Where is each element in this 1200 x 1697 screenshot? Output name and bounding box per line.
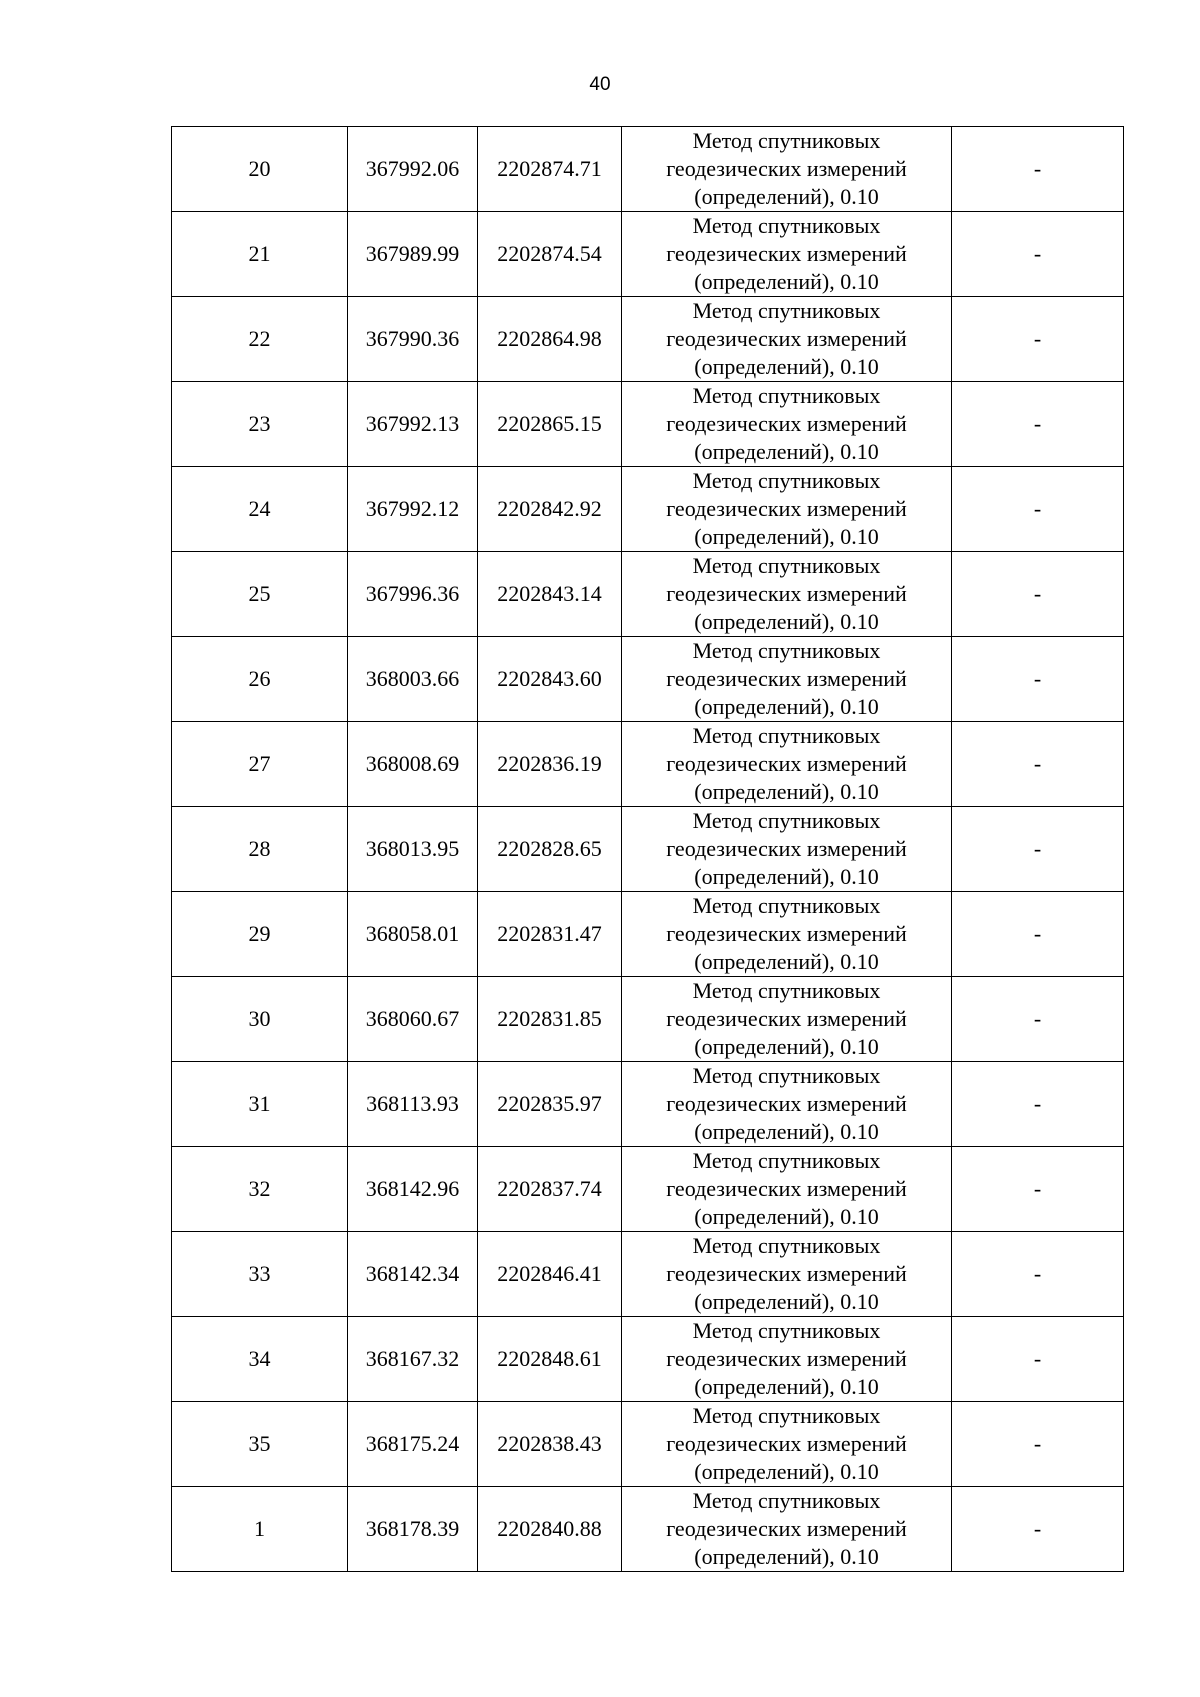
- method-text-line: (определений), 0.10: [694, 354, 879, 379]
- method-text-line: (определений), 0.10: [694, 1119, 879, 1144]
- method-text-line: геодезических измерений: [666, 1431, 907, 1456]
- x-coordinate-cell: 368142.34: [348, 1232, 478, 1317]
- method-cell: [622, 212, 952, 297]
- method-text-line: (определений), 0.10: [694, 1034, 879, 1059]
- point-number-cell: 30: [172, 977, 348, 1062]
- y-coordinate-cell: 2202828.65: [478, 807, 622, 892]
- x-coordinate-cell: 368013.95: [348, 807, 478, 892]
- x-coordinate-cell: 368113.93: [348, 1062, 478, 1147]
- method-text-line: (определений), 0.10: [694, 1459, 879, 1484]
- method-cell: [622, 1402, 952, 1487]
- method-text-line: (определений), 0.10: [694, 694, 879, 719]
- y-coordinate-cell: 2202835.97: [478, 1062, 622, 1147]
- x-coordinate-cell: 367992.06: [348, 127, 478, 212]
- table-row: [172, 1147, 1124, 1232]
- point-number-cell: 26: [172, 637, 348, 722]
- point-number-cell: 20: [172, 127, 348, 212]
- x-coordinate-cell: 368003.66: [348, 637, 478, 722]
- method-text-line: Метод спутниковых: [692, 808, 881, 833]
- method-text-line: (определений), 0.10: [694, 949, 879, 974]
- point-number-cell: 31: [172, 1062, 348, 1147]
- method-text-line: Метод спутниковых: [692, 468, 881, 493]
- table-row: [172, 1487, 1124, 1572]
- method-text-line: Метод спутниковых: [692, 893, 881, 918]
- note-cell: -: [952, 1147, 1124, 1232]
- method-text-line: геодезических измерений: [666, 1346, 907, 1371]
- note-cell: -: [952, 1317, 1124, 1402]
- table-row: [172, 637, 1124, 722]
- method-cell: [622, 977, 952, 1062]
- x-coordinate-cell: 368058.01: [348, 892, 478, 977]
- y-coordinate-cell: 2202843.60: [478, 637, 622, 722]
- y-coordinate-cell: 2202831.85: [478, 977, 622, 1062]
- method-text-line: (определений), 0.10: [694, 779, 879, 804]
- method-cell: [622, 892, 952, 977]
- table-row: [172, 1062, 1124, 1147]
- y-coordinate-cell: 2202848.61: [478, 1317, 622, 1402]
- method-text-line: геодезических измерений: [666, 581, 907, 606]
- x-coordinate-cell: 368060.67: [348, 977, 478, 1062]
- method-text-line: (определений), 0.10: [694, 1289, 879, 1314]
- method-cell: [622, 467, 952, 552]
- method-text-line: геодезических измерений: [666, 496, 907, 521]
- method-text-line: Метод спутниковых: [692, 1488, 881, 1513]
- note-cell: -: [952, 1402, 1124, 1487]
- table-row: [172, 1317, 1124, 1402]
- point-number-cell: 25: [172, 552, 348, 637]
- method-text-line: (определений), 0.10: [694, 524, 879, 549]
- method-cell: [622, 297, 952, 382]
- table-row: [172, 212, 1124, 297]
- point-number-cell: 29: [172, 892, 348, 977]
- method-text-line: (определений), 0.10: [694, 1374, 879, 1399]
- coordinates-table-body: [172, 127, 1124, 1572]
- note-cell: -: [952, 892, 1124, 977]
- method-cell: [622, 382, 952, 467]
- method-text-line: Метод спутниковых: [692, 298, 881, 323]
- method-text-line: геодезических измерений: [666, 411, 907, 436]
- table-row: [172, 297, 1124, 382]
- point-number-cell: 22: [172, 297, 348, 382]
- method-text-line: (определений), 0.10: [694, 864, 879, 889]
- method-text-line: Метод спутниковых: [692, 1233, 881, 1258]
- method-cell: [622, 722, 952, 807]
- method-cell: [622, 807, 952, 892]
- method-text-line: (определений), 0.10: [694, 184, 879, 209]
- note-cell: -: [952, 467, 1124, 552]
- y-coordinate-cell: 2202840.88: [478, 1487, 622, 1572]
- method-text-line: геодезических измерений: [666, 1261, 907, 1286]
- table-row: [172, 382, 1124, 467]
- note-cell: -: [952, 212, 1124, 297]
- table-row: [172, 892, 1124, 977]
- note-cell: -: [952, 297, 1124, 382]
- x-coordinate-cell: 367992.13: [348, 382, 478, 467]
- method-text-line: (определений), 0.10: [694, 1544, 879, 1569]
- x-coordinate-cell: 368008.69: [348, 722, 478, 807]
- method-text-line: геодезических измерений: [666, 751, 907, 776]
- y-coordinate-cell: 2202836.19: [478, 722, 622, 807]
- method-text-line: Метод спутниковых: [692, 1318, 881, 1343]
- point-number-cell: 35: [172, 1402, 348, 1487]
- method-text-line: геодезических измерений: [666, 1091, 907, 1116]
- method-text-line: Метод спутниковых: [692, 1063, 881, 1088]
- point-number-cell: 34: [172, 1317, 348, 1402]
- method-text-line: (определений), 0.10: [694, 439, 879, 464]
- method-text-line: (определений), 0.10: [694, 269, 879, 294]
- point-number-cell: 23: [172, 382, 348, 467]
- method-cell: [622, 1317, 952, 1402]
- point-number-cell: 27: [172, 722, 348, 807]
- table-row: [172, 552, 1124, 637]
- note-cell: -: [952, 127, 1124, 212]
- x-coordinate-cell: 367992.12: [348, 467, 478, 552]
- method-cell: [622, 127, 952, 212]
- x-coordinate-cell: 367989.99: [348, 212, 478, 297]
- y-coordinate-cell: 2202842.92: [478, 467, 622, 552]
- y-coordinate-cell: 2202831.47: [478, 892, 622, 977]
- point-number-cell: 32: [172, 1147, 348, 1232]
- point-number-cell: 24: [172, 467, 348, 552]
- table-row: [172, 1402, 1124, 1487]
- method-text-line: Метод спутниковых: [692, 1403, 881, 1428]
- method-cell: [622, 1487, 952, 1572]
- method-text-line: (определений), 0.10: [694, 609, 879, 634]
- table-row: [172, 807, 1124, 892]
- y-coordinate-cell: 2202874.54: [478, 212, 622, 297]
- method-text-line: геодезических измерений: [666, 1516, 907, 1541]
- method-text-line: геодезических измерений: [666, 326, 907, 351]
- method-text-line: Метод спутниковых: [692, 638, 881, 663]
- table-row: [172, 1232, 1124, 1317]
- method-text-line: геодезических измерений: [666, 1176, 907, 1201]
- method-text-line: (определений), 0.10: [694, 1204, 879, 1229]
- x-coordinate-cell: 368178.39: [348, 1487, 478, 1572]
- note-cell: -: [952, 722, 1124, 807]
- point-number-cell: 33: [172, 1232, 348, 1317]
- note-cell: -: [952, 977, 1124, 1062]
- method-text-line: Метод спутниковых: [692, 383, 881, 408]
- x-coordinate-cell: 367990.36: [348, 297, 478, 382]
- y-coordinate-cell: 2202838.43: [478, 1402, 622, 1487]
- y-coordinate-cell: 2202874.71: [478, 127, 622, 212]
- method-text-line: Метод спутниковых: [692, 553, 881, 578]
- page-number: 40: [589, 74, 611, 95]
- note-cell: -: [952, 552, 1124, 637]
- method-text-line: геодезических измерений: [666, 836, 907, 861]
- method-text-line: геодезических измерений: [666, 921, 907, 946]
- note-cell: -: [952, 1232, 1124, 1317]
- note-cell: -: [952, 807, 1124, 892]
- table-row: [172, 467, 1124, 552]
- y-coordinate-cell: 2202843.14: [478, 552, 622, 637]
- note-cell: -: [952, 637, 1124, 722]
- table-row: [172, 977, 1124, 1062]
- method-text-line: Метод спутниковых: [692, 723, 881, 748]
- method-cell: [622, 1062, 952, 1147]
- note-cell: -: [952, 1487, 1124, 1572]
- point-number-cell: 28: [172, 807, 348, 892]
- table-row: [172, 127, 1124, 212]
- y-coordinate-cell: 2202865.15: [478, 382, 622, 467]
- method-cell: [622, 637, 952, 722]
- method-text-line: геодезических измерений: [666, 1006, 907, 1031]
- note-cell: -: [952, 1062, 1124, 1147]
- x-coordinate-cell: 368142.96: [348, 1147, 478, 1232]
- method-text-line: геодезических измерений: [666, 156, 907, 181]
- y-coordinate-cell: 2202864.98: [478, 297, 622, 382]
- method-text-line: Метод спутниковых: [692, 213, 881, 238]
- point-number-cell: 1: [172, 1487, 348, 1572]
- method-text-line: Метод спутниковых: [692, 1148, 881, 1173]
- x-coordinate-cell: 367996.36: [348, 552, 478, 637]
- y-coordinate-cell: 2202837.74: [478, 1147, 622, 1232]
- y-coordinate-cell: 2202846.41: [478, 1232, 622, 1317]
- x-coordinate-cell: 368175.24: [348, 1402, 478, 1487]
- note-cell: -: [952, 382, 1124, 467]
- method-text-line: Метод спутниковых: [692, 978, 881, 1003]
- method-text-line: Метод спутниковых: [692, 128, 881, 153]
- method-text-line: геодезических измерений: [666, 666, 907, 691]
- method-text-line: геодезических измерений: [666, 241, 907, 266]
- coordinates-table: [171, 126, 1124, 1572]
- method-cell: [622, 552, 952, 637]
- x-coordinate-cell: 368167.32: [348, 1317, 478, 1402]
- method-cell: [622, 1232, 952, 1317]
- point-number-cell: 21: [172, 212, 348, 297]
- method-cell: [622, 1147, 952, 1232]
- table-row: [172, 722, 1124, 807]
